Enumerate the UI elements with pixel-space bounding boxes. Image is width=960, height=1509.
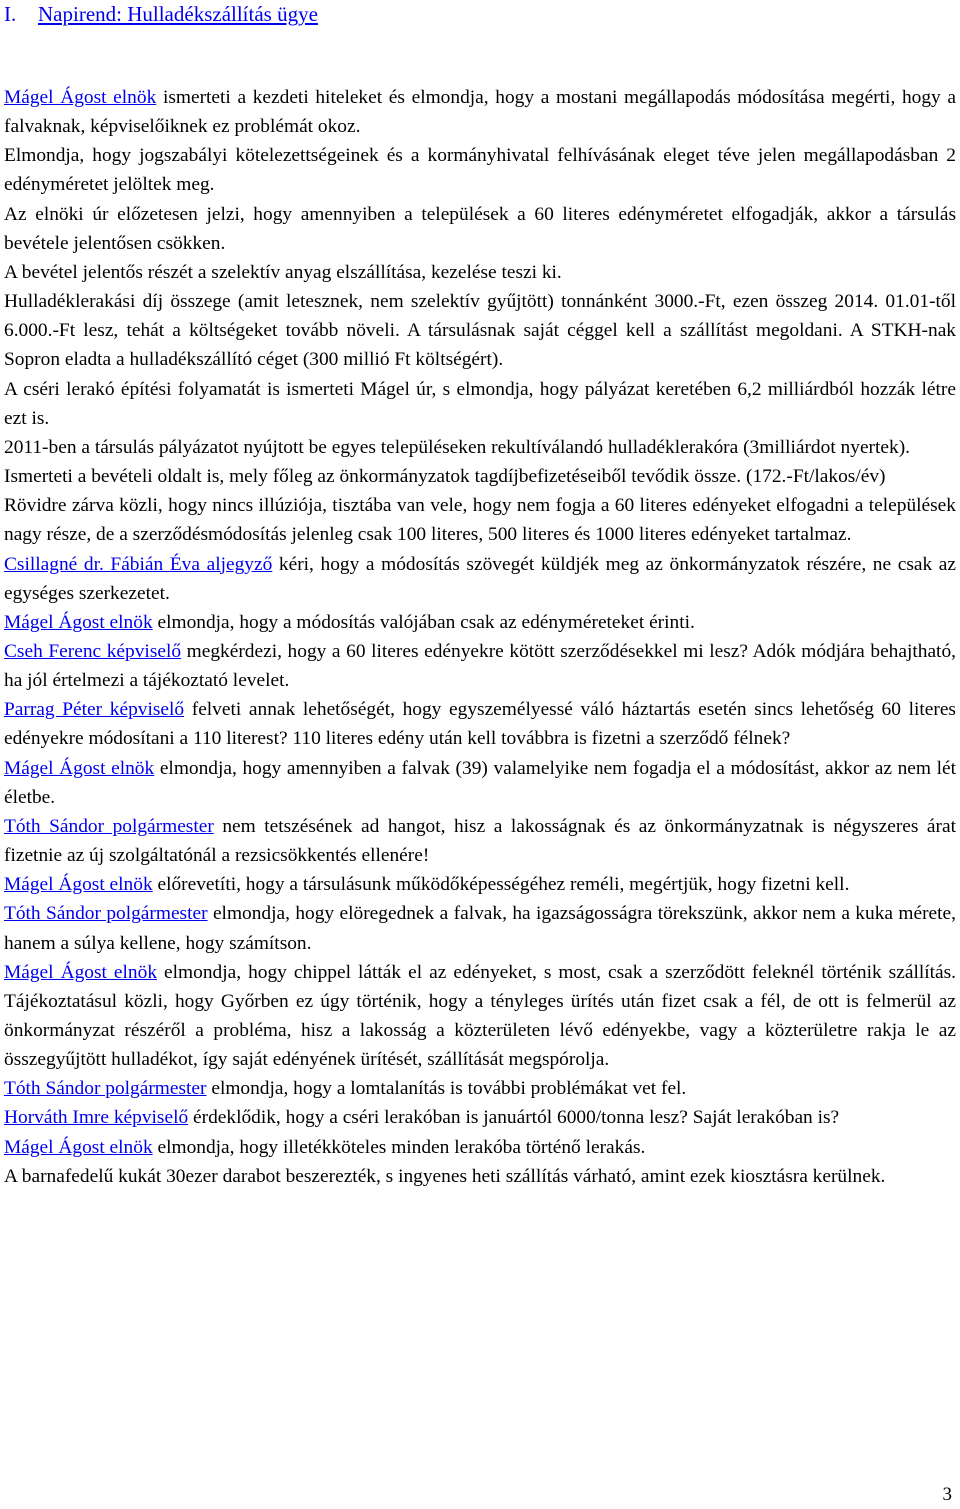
minutes-paragraph — [4, 695, 956, 753]
speaker-name: Tóth Sándor polgármester — [4, 1078, 207, 1100]
speaker-name: Mágel Ágost elnök — [4, 757, 155, 779]
minutes-paragraph — [4, 258, 956, 287]
paragraph-text: ismerteti a kezdeti hiteleket és elmondja, hogy a mostani megállapodás módosítása megérti, hogy a falvaknak, képviselőiknek ez problémát okoz. — [4, 87, 956, 138]
page-number: 3 — [942, 1484, 952, 1505]
paragraph-text: elmondja, hogy a módosítás valójában csak az edényméreteket érinti. — [152, 611, 695, 633]
heading-number: I. — [4, 2, 17, 26]
minutes-paragraph — [4, 1103, 956, 1132]
speaker-name: Parrag Péter képviselő — [4, 699, 185, 721]
minutes-paragraph — [4, 83, 956, 141]
minutes-paragraph — [4, 433, 956, 462]
paragraph-text: A barnafedelű kukát 30ezer darabot beszerezték, s ingyenes heti szállítás várható, amint ezek kiosztásra kerülnek. — [4, 1165, 886, 1187]
paragraph-text: 2011-ben a társulás pályázatot nyújtott be egyes településeken rekultíválandó hulladéklerakóra (3milliárdot nyertek). — [4, 436, 911, 458]
speaker-name: Mágel Ágost elnök — [4, 961, 158, 983]
paragraph-text: elmondja, hogy amennyiben a falvak (39) valamelyike nem fogadja el a módosítást, akkor az nem lét életbe. — [4, 757, 956, 808]
paragraph-text: A cséri lerakó építési folyamatát is ismerteti Mágel úr, s elmondja, hogy pályázat keretében 6,2 milliárdból hozzák létre ezt is. — [4, 378, 956, 429]
minutes-paragraph — [4, 1074, 956, 1103]
speaker-name: Horváth Imre képviselő — [4, 1107, 189, 1129]
agenda-heading — [4, 0, 318, 28]
paragraph-text: Az elnöki úr előzetesen jelzi, hogy amennyiben a települések a 60 literes edényméretet elfogadják, akkor a társulás bevétele jelentősen csökken. — [4, 203, 956, 254]
minutes-body — [4, 83, 956, 1191]
paragraph-text: elmondja, hogy elöregednek a falvak, ha igazságosságra törekszünk, akkor nem a kuka mérete, hanem a súlya kellene, hogy számítson. — [4, 903, 956, 954]
minutes-paragraph — [4, 491, 956, 549]
speaker-name: Mágel Ágost elnök — [4, 611, 153, 633]
paragraph-text: megkérdezi, hogy a 60 literes edényekre kötött szerződésekkel mi lesz? Adók módjára behajtható, ha jól értelmezi a tájékoztató levelet. — [4, 640, 956, 692]
paragraph-text: kéri, hogy a módosítás szövegét küldjék meg az önkormányzatok részére, ne csak az egységes szerkezetet. — [4, 553, 957, 604]
minutes-paragraph — [4, 608, 956, 637]
paragraph-text: elmondja, hogy illetékköteles minden lerakóba történő lerakás. — [152, 1136, 646, 1158]
speaker-name: Tóth Sándor polgármester — [4, 903, 208, 925]
minutes-paragraph — [4, 754, 956, 812]
minutes-paragraph — [4, 141, 956, 199]
paragraph-text: előrevetíti, hogy a társulásunk működőképességéhez reméli, megértjük, hogy fizetni kell. — [152, 874, 850, 896]
document-page — [4, 0, 956, 1509]
paragraph-text: érdeklődik, hogy a cséri lerakóban is januártól 6000/tonna lesz? Saját lerakóban is? — [188, 1107, 840, 1129]
minutes-paragraph — [4, 1133, 956, 1162]
speaker-name: Csillagné dr. Fábián Éva aljegyző — [4, 553, 273, 575]
minutes-paragraph — [4, 200, 956, 258]
minutes-paragraph — [4, 550, 956, 608]
paragraph-text: elmondja, hogy a lomtalanítás is további problémákat vet fel. — [206, 1078, 687, 1100]
paragraph-text: A bevétel jelentős részét a szelektív anyag elszállítása, kezelése teszi ki. — [4, 261, 562, 283]
paragraph-text: felveti annak lehetőségét, hogy egyszemélyessé váló háztartás esetén sincs lehetőség 60 literes edényekre módosítani a 110 literest? 110 literes edény után kell továbbra is fizetni a szerződő félnek? — [4, 699, 956, 750]
minutes-paragraph — [4, 462, 956, 491]
minutes-paragraph — [4, 958, 956, 1075]
minutes-paragraph — [4, 287, 956, 374]
minutes-paragraph — [4, 1162, 956, 1191]
speaker-name: Mágel Ágost elnök — [4, 87, 157, 108]
paragraph-text: Hulladéklerakási díj összege (amit letesznek, nem szelektív gyűjtött) tonnánként 3000.-Ft, ezen összeg 2014. 01.01-től 6.000.-Ft lesz, tehát a költségeket tovább növeli. A társulásnak saját céggel kell a szállítást megoldani. A STKH-nak Sopron eladta a hulladékszállító céget (300 millió Ft költségért). — [4, 291, 956, 371]
minutes-paragraph — [4, 870, 956, 899]
speaker-name: Mágel Ágost elnök — [4, 1136, 153, 1158]
speaker-name: Tóth Sándor polgármester — [4, 815, 214, 837]
minutes-paragraph — [4, 637, 956, 695]
speaker-name: Mágel Ágost elnök — [4, 874, 153, 896]
minutes-paragraph — [4, 812, 956, 870]
minutes-paragraph — [4, 899, 956, 957]
paragraph-text: Ismerteti a bevételi oldalt is, mely főleg az önkormányzatok tagdíjbefizetéseiből tevődik össze. (172.-Ft/lakos/év) — [4, 466, 886, 488]
minutes-paragraph — [4, 375, 956, 433]
paragraph-text: elmondja, hogy chippel látták el az edényeket, s most, csak a szerződött feleknél történik szállítás. Tájékoztatásul közli, hogy Győrben ez úgy történik, hogy a tényleges ürítés után fizet csak a fél, de ott is felmerül az önkormányzat részéről a probléma, hisz a lakosság a közterületen lévő edényekbe, vagy a közterületre rakja le az összegyűjtött hulladékot, így saját edényének ürítését, szállítását megspórolja. — [4, 961, 956, 1071]
speaker-name: Cseh Ferenc képviselő — [4, 640, 182, 662]
paragraph-text: nem tetszésének ad hangot, hisz a lakosságnak és az önkormányzatnak is négyszeres árat fizetnie az új szolgáltatónál a rezsicsökkentés ellenére! — [4, 815, 956, 867]
heading-title: Napirend: Hulladékszállítás ügye — [38, 2, 318, 26]
paragraph-text: Rövidre zárva közli, hogy nincs illúziója, tisztába van vele, hogy nem fogja a 60 literes edényeket elfogadni a települések nagy része, de a szerződésmódosítás jelenleg csak 100 literes, 500 literes és 1000 literes edényeket tartalmaz. — [4, 495, 956, 546]
paragraph-text: Elmondja, hogy jogszabályi kötelezettségeinek és a kormányhivatal felhívásának eleget téve jelen megállapodásban 2 edényméretet jelöltek meg. — [4, 145, 956, 196]
